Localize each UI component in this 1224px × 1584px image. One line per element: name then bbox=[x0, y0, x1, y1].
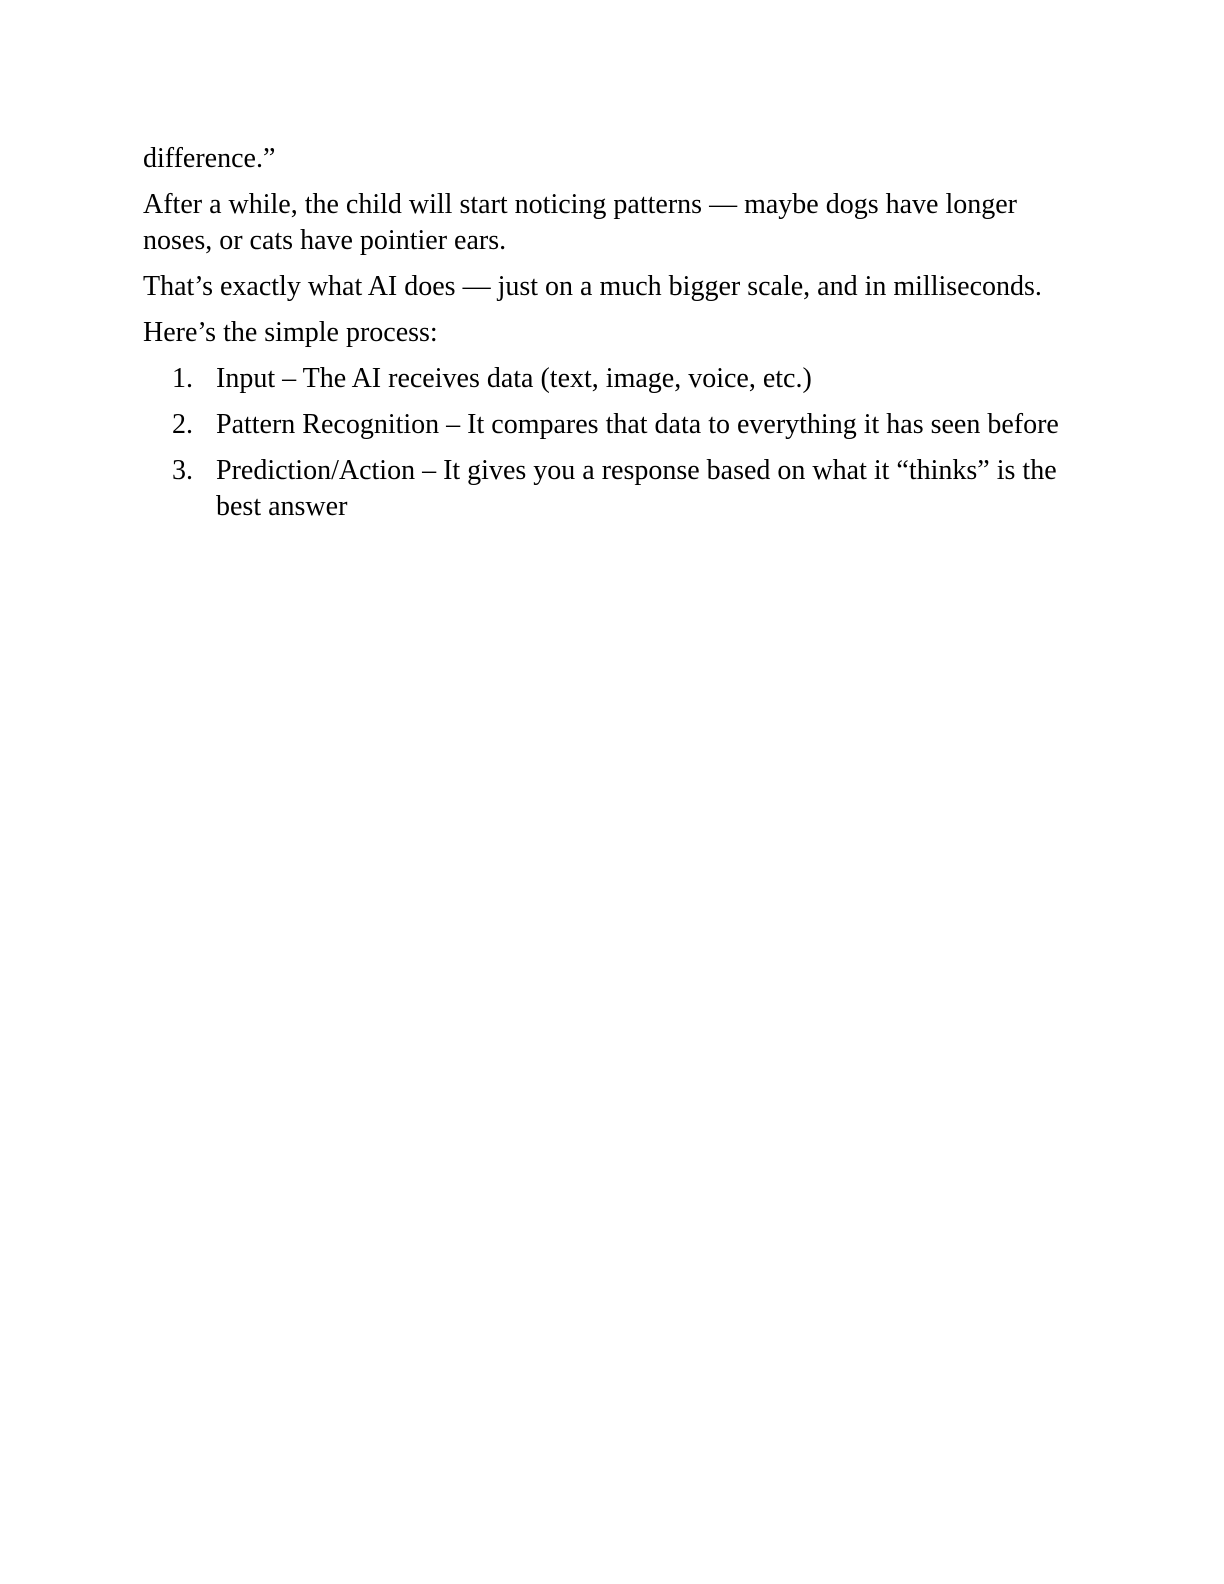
list-item-number: 3. bbox=[172, 455, 193, 486]
list-item-number: 1. bbox=[172, 363, 193, 394]
list-item bbox=[143, 361, 1083, 397]
paragraph-process-intro: Here’s the simple process: bbox=[143, 317, 438, 348]
paragraph-ai-scale: That’s exactly what AI does — just on a much bigger scale, and in milliseconds. bbox=[143, 271, 1042, 302]
document-body bbox=[143, 141, 1083, 535]
paragraph-patterns: After a while, the child will start noticing patterns — maybe dogs have longer noses, or cats have pointier ears. bbox=[143, 189, 1017, 256]
process-steps-list bbox=[143, 361, 1083, 525]
paragraph-continuation: difference.” bbox=[143, 143, 276, 174]
list-item bbox=[143, 453, 1083, 525]
list-item bbox=[143, 407, 1083, 443]
list-item-number: 2. bbox=[172, 409, 193, 440]
list-item-text: Input – The AI receives data (text, image, voice, etc.) bbox=[216, 363, 812, 394]
list-item-text: Pattern Recognition – It compares that data to everything it has seen before bbox=[216, 409, 1059, 440]
list-item-text: Prediction/Action – It gives you a response based on what it “thinks” is the best answer bbox=[216, 455, 1057, 522]
